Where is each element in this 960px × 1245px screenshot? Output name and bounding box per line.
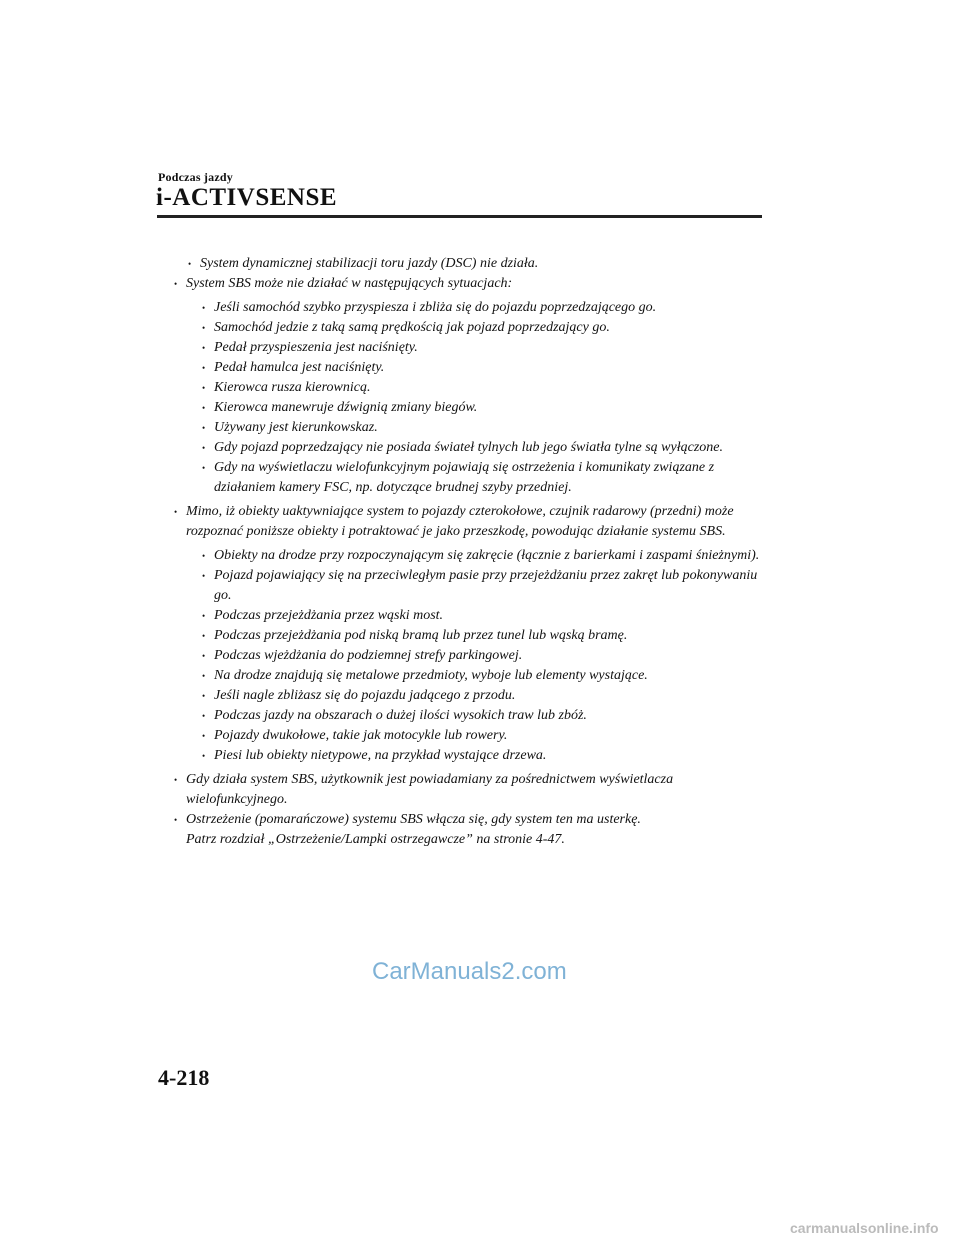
sub-list xyxy=(200,298,772,498)
sub-list-item: • Pedał hamulca jest naciśnięty. xyxy=(200,358,772,378)
list-item-text: Mimo, iż obiekty uaktywniające system to pojazdy czterokołowe, czujnik radarowy (przedni) może rozpoznać poniższe obiekty i potraktować je jako przeszkodę, powodując działanie systemu SBS. xyxy=(186,504,734,539)
page-number: 4-218 xyxy=(158,1065,210,1090)
sub-list-item: • Obiekty na drodze przy rozpoczynającym się zakręcie (łącznie z barierkami i zaspami śnieżnymi). xyxy=(200,546,772,566)
list-item-text: System SBS może nie działać w następujących sytuacjach: xyxy=(186,276,513,291)
page-content xyxy=(172,254,772,850)
cross-reference: Patrz rozdział „Ostrzeżenie/Lampki ostrzegawcze” na stronie 4-47. xyxy=(186,832,565,847)
list-item xyxy=(172,770,772,810)
list-item xyxy=(172,502,772,766)
watermark-logo: CarManuals2.com xyxy=(372,958,567,985)
sub-list-item: • Piesi lub obiekty nietypowe, na przykład wystające drzewa. xyxy=(200,746,772,766)
list-item-text: Gdy działa system SBS, użytkownik jest powiadamiany za pośrednictwem wyświetlacza wielofunkcyjnego. xyxy=(186,772,674,807)
list-item: • System dynamicznej stabilizacji toru jazdy (DSC) nie działa. xyxy=(186,254,772,274)
intro-list xyxy=(186,254,772,274)
sub-list-item: • Używany jest kierunkowskaz. xyxy=(200,418,772,438)
sub-list-item: • Pojazd pojawiający się na przeciwległym pasie przy przejeżdżaniu przez zakręt lub pokonywaniu go. xyxy=(200,566,772,606)
list-item xyxy=(172,274,772,498)
list-item-text: Ostrzeżenie (pomarańczowe) systemu SBS włącza się, gdy system ten ma usterkę. xyxy=(186,812,641,827)
chapter-title: i-ACTIVSENSE xyxy=(156,184,338,211)
sub-list-item: • Pedał przyspieszenia jest naciśnięty. xyxy=(200,338,772,358)
section-label: Podczas jazdy xyxy=(158,170,233,184)
sub-list-item: • Jeśli nagle zbliżasz się do pojazdu jadącego z przodu. xyxy=(200,686,772,706)
sub-list-item: • Jeśli samochód szybko przyspiesza i zbliża się do pojazdu poprzedzającego go. xyxy=(200,298,772,318)
list-item xyxy=(172,810,772,850)
sub-list-item: • Kierowca rusza kierownicą. xyxy=(200,378,772,398)
main-list xyxy=(172,274,772,850)
sub-list-item: • Podczas przejeżdżania przez wąski most. xyxy=(200,606,772,626)
sub-list-item: • Podczas przejeżdżania pod niską bramą lub przez tunel lub wąską bramę. xyxy=(200,626,772,646)
sub-list-item: • Podczas wjeżdżania do podziemnej strefy parkingowej. xyxy=(200,646,772,666)
sub-list-item: • Podczas jazdy na obszarach o dużej ilości wysokich traw lub zbóż. xyxy=(200,706,772,726)
sub-list-item: • Na drodze znajdują się metalowe przedmioty, wyboje lub elementy wystające. xyxy=(200,666,772,686)
sub-list-item: • Kierowca manewruje dźwignią zmiany biegów. xyxy=(200,398,772,418)
sub-list-item: • Pojazdy dwukołowe, takie jak motocykle lub rowery. xyxy=(200,726,772,746)
header-divider xyxy=(157,215,762,218)
sub-list-item: • Gdy pojazd poprzedzający nie posiada świateł tylnych lub jego światła tylne są wyłączone. xyxy=(200,438,772,458)
sub-list-item: • Gdy na wyświetlaczu wielofunkcyjnym pojawiają się ostrzeżenia i komunikaty związane z działaniem kamery FSC, np. dotyczące brudnej szyby przedniej. xyxy=(200,458,772,498)
sub-list xyxy=(200,546,772,766)
footer-watermark: carmanualsonline.info xyxy=(790,1220,939,1236)
sub-list-item: • Samochód jedzie z taką samą prędkością jak pojazd poprzedzający go. xyxy=(200,318,772,338)
